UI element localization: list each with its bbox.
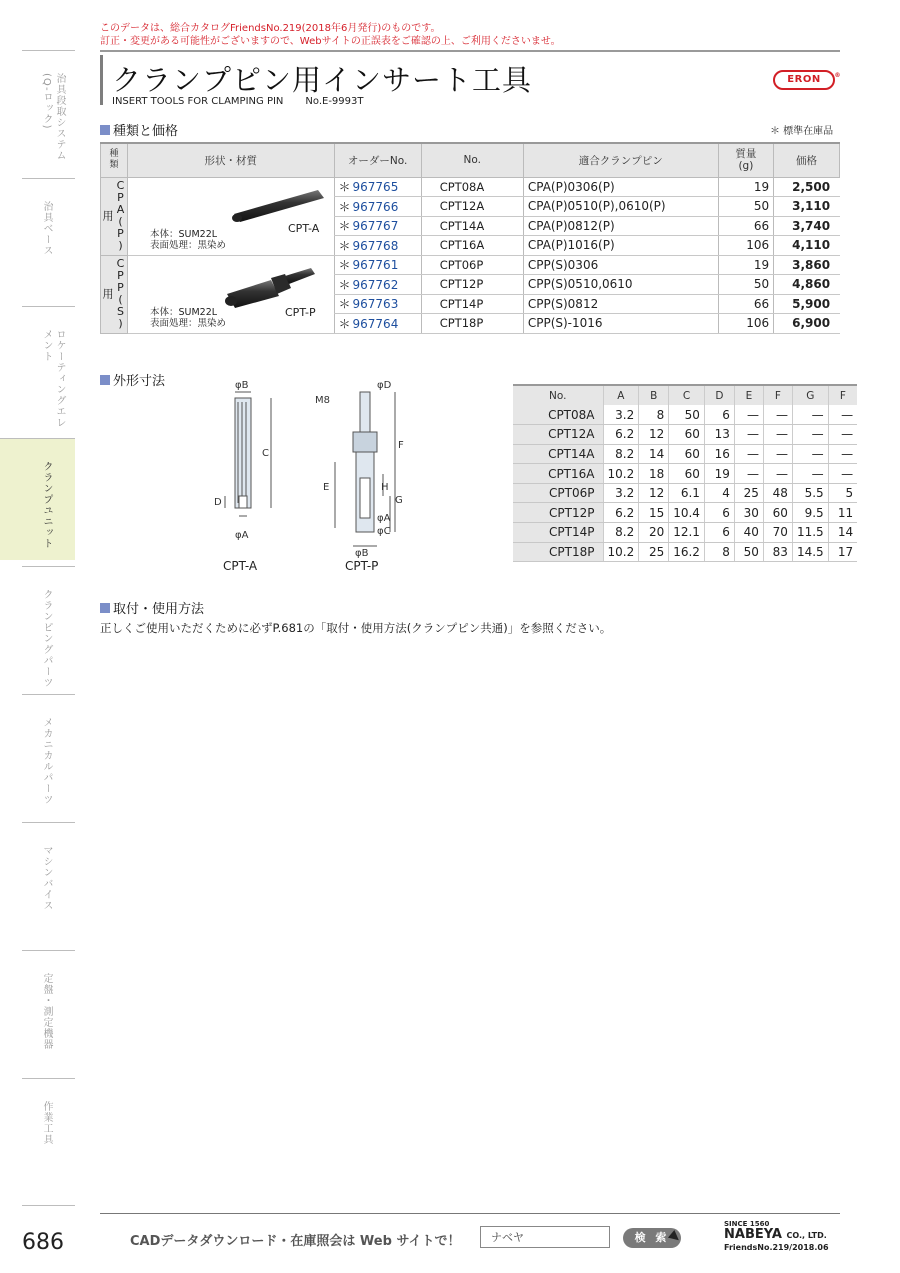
cpt-p-dim-a: φA [377, 513, 391, 524]
dim-value: — [828, 444, 857, 464]
order-no[interactable]: 967767 [352, 219, 399, 234]
side-tab-surface-plate[interactable] [22, 950, 75, 1078]
dim-value: 14.5 [792, 542, 828, 562]
order-no[interactable]: 967762 [352, 277, 399, 292]
dim-header: C [669, 385, 705, 405]
catalog-notice [100, 22, 561, 48]
footer-rule [100, 1213, 840, 1214]
dim-value: 8 [704, 542, 734, 562]
table-row [513, 542, 857, 562]
dim-value: — [828, 405, 857, 425]
model-no: CPT12P [421, 275, 523, 295]
dimension-drawings [205, 378, 505, 578]
side-tab-clamp-unit[interactable] [0, 438, 75, 560]
brand-name: ERON [787, 74, 821, 85]
stock-star-icon: ＊ [338, 277, 351, 292]
dim-value: 60 [669, 425, 705, 445]
price: 4,110 [774, 236, 840, 256]
order-no[interactable]: 967768 [352, 238, 399, 253]
order-no-link[interactable] [334, 216, 421, 236]
cpt-p-dim-m8: M8 [315, 395, 330, 406]
header-pin: 適合クランプピン [523, 143, 718, 177]
mass: 106 [718, 314, 773, 334]
dim-value: 18 [639, 464, 669, 484]
side-tab-jig-base[interactable] [22, 178, 75, 306]
table-row [513, 405, 857, 425]
mass: 66 [718, 216, 773, 236]
dimension-table-header [513, 385, 857, 405]
table-row [513, 464, 857, 484]
dim-value: 5.5 [792, 483, 828, 503]
side-tab-label: 治具段取システム(Q-ロック) [41, 73, 65, 161]
dim-value: 14 [828, 523, 857, 543]
dimension-table [513, 384, 857, 562]
dim-value: — [734, 405, 763, 425]
dim-value: 17 [828, 542, 857, 562]
dim-value: 10.2 [603, 542, 639, 562]
dim-value: — [792, 425, 828, 445]
cpt-p-dim-f: F [398, 440, 404, 451]
dim-value: 4 [704, 483, 734, 503]
dim-header: F [763, 385, 792, 405]
search-input[interactable] [480, 1226, 610, 1248]
section-marker-icon [100, 603, 110, 613]
side-tab-label: 定盤・測定機器 [41, 973, 52, 1050]
dim-value: 60 [763, 503, 792, 523]
material-body: 本体：SUM22L [150, 228, 218, 240]
dim-value: 9.5 [792, 503, 828, 523]
dim-value: — [792, 405, 828, 425]
mass: 50 [718, 197, 773, 217]
dim-value: — [763, 444, 792, 464]
side-tab-label: マシンバイス [41, 845, 52, 911]
dim-value: 83 [763, 542, 792, 562]
product-code: No.E-9993T [305, 96, 364, 107]
price: 6,900 [774, 314, 840, 334]
kind-cell-cpa [101, 177, 128, 255]
cpt-a-dim-d: D [214, 497, 222, 508]
cpt-p-dim-c: φC [377, 526, 391, 537]
dim-value: — [792, 444, 828, 464]
order-no[interactable]: 967766 [352, 199, 399, 214]
cpt-p-caption: CPT-P [345, 559, 379, 573]
dim-header: E [734, 385, 763, 405]
dim-model-no: CPT12P [513, 503, 603, 523]
compatible-pin: CPP(S)0812 [523, 294, 718, 314]
price: 3,740 [774, 216, 840, 236]
table-row [513, 483, 857, 503]
dim-value: 10.2 [603, 464, 639, 484]
cpt-a-photo [228, 184, 328, 224]
dim-model-no: CPT18P [513, 542, 603, 562]
table-row [513, 503, 857, 523]
stock-star-icon: ＊ [338, 219, 351, 234]
section-marker-icon [100, 375, 110, 385]
price: 2,500 [774, 177, 840, 197]
section-types-label: 種類と価格 [113, 124, 179, 139]
header-mass: 質量 (g) [718, 143, 773, 177]
section-dims-heading [100, 370, 165, 389]
model-no: CPT16A [421, 236, 523, 256]
header-no: No. [421, 143, 523, 177]
cpt-a-label: CPT-A [288, 221, 320, 235]
dim-value: 8.2 [603, 444, 639, 464]
dim-model-no: CPT06P [513, 483, 603, 503]
table-row [101, 177, 840, 197]
dim-value: 15 [639, 503, 669, 523]
cpt-p-dim-b: φB [355, 548, 369, 559]
compatible-pin: CPA(P)1016(P) [523, 236, 718, 256]
dim-header: No. [513, 385, 603, 405]
dim-value: 20 [639, 523, 669, 543]
dim-model-no: CPT14A [513, 444, 603, 464]
table-row [513, 523, 857, 543]
side-tab-label: 治具ベース [41, 201, 52, 256]
side-tab-locating[interactable] [22, 306, 75, 434]
cpt-p-dim-g: G [395, 495, 403, 506]
dim-value: 3.2 [603, 483, 639, 503]
order-no-link[interactable] [334, 177, 421, 197]
dim-value: — [828, 464, 857, 484]
price: 3,110 [774, 197, 840, 217]
page-subtitle [112, 96, 364, 107]
cad-download-text: CADデータダウンロード・在庫照会は Web サイトで！ [130, 1234, 461, 1249]
dim-model-no: CPT08A [513, 405, 603, 425]
cpt-a-dim-b: φB [235, 380, 249, 391]
dim-value: 6.2 [603, 503, 639, 523]
stock-star-icon: ＊ [338, 316, 351, 331]
dim-value: 50 [734, 542, 763, 562]
price: 4,860 [774, 275, 840, 295]
dim-value: 12.1 [669, 523, 705, 543]
dim-value: 13 [704, 425, 734, 445]
stock-star-icon: ＊ [338, 180, 351, 195]
order-no[interactable]: 967761 [352, 258, 399, 273]
dim-value: 10.4 [669, 503, 705, 523]
compatible-pin: CPP(S)0510,0610 [523, 275, 718, 295]
stock-star-icon: ＊ [338, 238, 351, 253]
model-no: CPT18P [421, 314, 523, 334]
dim-value: — [828, 425, 857, 445]
dim-value: 48 [763, 483, 792, 503]
side-tab-label: ロケーティングエレメント [41, 329, 65, 428]
header-price: 価格 [774, 143, 840, 177]
kind-cell-cpp [101, 255, 128, 333]
stock-star-icon: ＊ [338, 297, 351, 312]
cpt-a-dim-a: φA [235, 530, 249, 541]
table-row [513, 444, 857, 464]
notice-line-1: このデータは、総合カタログFriendsNo.219(2018年6月発行)のものです。 [100, 23, 441, 34]
kind-label: CPP(S)用 [101, 256, 127, 329]
cpt-p-dim-d: φD [377, 380, 392, 391]
model-no: CPT14P [421, 294, 523, 314]
compatible-pin: CPA(P)0812(P) [523, 216, 718, 236]
side-tab-mechanical-parts[interactable] [22, 694, 75, 822]
company-name [724, 1228, 829, 1243]
dim-value: — [763, 464, 792, 484]
eron-logo [773, 70, 841, 90]
dim-value: 12 [639, 425, 669, 445]
dim-model-no: CPT16A [513, 464, 603, 484]
price: 5,900 [774, 294, 840, 314]
stock-star-icon: ＊ [338, 199, 351, 214]
compatible-pin: CPP(S)0306 [523, 255, 718, 275]
order-no[interactable]: 967763 [352, 297, 399, 312]
mass: 19 [718, 255, 773, 275]
price-table-header [101, 143, 840, 177]
dim-value: — [792, 464, 828, 484]
dim-header: D [704, 385, 734, 405]
order-no-link[interactable] [334, 314, 421, 334]
dim-value: 30 [734, 503, 763, 523]
mass: 106 [718, 236, 773, 256]
dim-value: 6.1 [669, 483, 705, 503]
dim-value: 6 [704, 503, 734, 523]
dim-value: 60 [669, 464, 705, 484]
mass: 66 [718, 294, 773, 314]
dim-value: — [734, 444, 763, 464]
shape-cell-cpt-p [128, 255, 335, 333]
dim-value: 8 [639, 405, 669, 425]
dim-model-no: CPT12A [513, 425, 603, 445]
compatible-pin: CPA(P)0306(P) [523, 177, 718, 197]
model-no: CPT08A [421, 177, 523, 197]
cpt-a-dim-c: C [262, 448, 269, 459]
section-usage-heading [100, 598, 204, 617]
dim-value: 50 [669, 405, 705, 425]
side-tab-work-tools[interactable] [22, 1078, 75, 1206]
dim-value: 70 [763, 523, 792, 543]
side-tab-machine-vise[interactable] [22, 822, 75, 950]
dim-value: 40 [734, 523, 763, 543]
dim-value: — [763, 405, 792, 425]
order-no-link[interactable] [334, 275, 421, 295]
page-number: 686 [22, 1230, 64, 1255]
dim-value: 25 [734, 483, 763, 503]
price-table [100, 142, 840, 334]
side-tab-q-lock[interactable] [22, 50, 75, 178]
dim-value: 14 [639, 444, 669, 464]
usage-text: 正しくご使用いただくために必ずP.681の「取付・使用方法(クランプピン共通)」を参照ください。 [100, 621, 612, 635]
side-tab-label: メカニカルパーツ [41, 717, 52, 805]
header-shape: 形状・材質 [128, 143, 335, 177]
title-accent-bar [100, 55, 103, 105]
section-dims-label: 外形寸法 [113, 374, 166, 389]
dim-header: G [792, 385, 828, 405]
stock-star-icon: ＊ [338, 258, 351, 273]
dim-value: — [734, 425, 763, 445]
dim-value: 11 [828, 503, 857, 523]
dim-value: 6 [704, 405, 734, 425]
dim-value: 25 [639, 542, 669, 562]
cpt-p-label: CPT-P [285, 305, 316, 319]
dim-value: 12 [639, 483, 669, 503]
side-tab-label: 作業工具 [41, 1101, 52, 1145]
cpt-p-dim-e: E [323, 482, 330, 493]
dim-value: 16.2 [669, 542, 705, 562]
dim-header: A [603, 385, 639, 405]
stock-note: ＊ 標準在庫品 [770, 126, 834, 137]
since-text: SINCE 1560 [724, 1220, 770, 1228]
material-finish: 表面処理：黒染め [150, 239, 227, 251]
header-order: オーダーNo. [334, 143, 421, 177]
cpt-p-photo [223, 264, 323, 308]
company-name-main: NABEYA [724, 1227, 782, 1242]
page-title: クランプピン用インサート工具 [112, 63, 533, 97]
dim-value: — [763, 425, 792, 445]
dim-value: 6.2 [603, 425, 639, 445]
header-kind: 種 類 [101, 143, 128, 177]
price: 3,860 [774, 255, 840, 275]
kind-label: CPA(P)用 [101, 178, 127, 251]
dim-value: 16 [704, 444, 734, 464]
side-tab-label: クランピングパーツ [41, 589, 52, 688]
dim-header: F [828, 385, 857, 405]
nabeya-logo [724, 1220, 829, 1252]
order-no-link[interactable] [334, 294, 421, 314]
registered-mark: ® [834, 72, 841, 79]
dim-value: 6 [704, 523, 734, 543]
section-types-heading [100, 120, 178, 139]
order-no-link[interactable] [334, 197, 421, 217]
order-no[interactable]: 967764 [352, 316, 399, 331]
dim-header: B [639, 385, 669, 405]
dim-value: — [734, 464, 763, 484]
cpt-a-caption: CPT-A [223, 559, 258, 573]
dim-model-no: CPT14P [513, 523, 603, 543]
mass: 50 [718, 275, 773, 295]
table-row [513, 425, 857, 445]
dim-value: 11.5 [792, 523, 828, 543]
material-finish: 表面処理：黒染め [150, 317, 227, 329]
model-no: CPT06P [421, 255, 523, 275]
section-marker-icon [100, 125, 110, 135]
side-tab-label: クランプユニット [41, 461, 52, 549]
order-no[interactable]: 967765 [352, 180, 399, 195]
company-suffix: CO., LTD. [786, 1231, 827, 1240]
material-body: 本体：SUM22L [150, 306, 218, 318]
search-button[interactable]: 検 索 [623, 1228, 681, 1248]
cpt-p-dim-h: H [381, 482, 389, 493]
model-no: CPT12A [421, 197, 523, 217]
compatible-pin: CPA(P)0510(P),0610(P) [523, 197, 718, 217]
dim-value: 8.2 [603, 523, 639, 543]
dim-value: 19 [704, 464, 734, 484]
material-text [150, 307, 226, 329]
friends-edition: FriendsNo.219/2018.06 [724, 1243, 829, 1252]
dim-value: 60 [669, 444, 705, 464]
order-no-link[interactable] [334, 255, 421, 275]
mass: 19 [718, 177, 773, 197]
dim-value: 5 [828, 483, 857, 503]
material-text [150, 229, 226, 251]
subtitle-en: INSERT TOOLS FOR CLAMPING PIN [112, 96, 284, 107]
side-tab-clamping-parts[interactable] [22, 566, 75, 694]
dim-value: 3.2 [603, 405, 639, 425]
order-no-link[interactable] [334, 236, 421, 256]
section-usage-label: 取付・使用方法 [113, 602, 205, 617]
notice-line-2: 訂正・変更がある可能性がございますので、Webサイトの正誤表をご確認の上、ご利用くださいませ。 [100, 36, 561, 47]
model-no: CPT14A [421, 216, 523, 236]
compatible-pin: CPP(S)-1016 [523, 314, 718, 334]
shape-cell-cpt-a [128, 177, 335, 255]
table-row [101, 255, 840, 275]
